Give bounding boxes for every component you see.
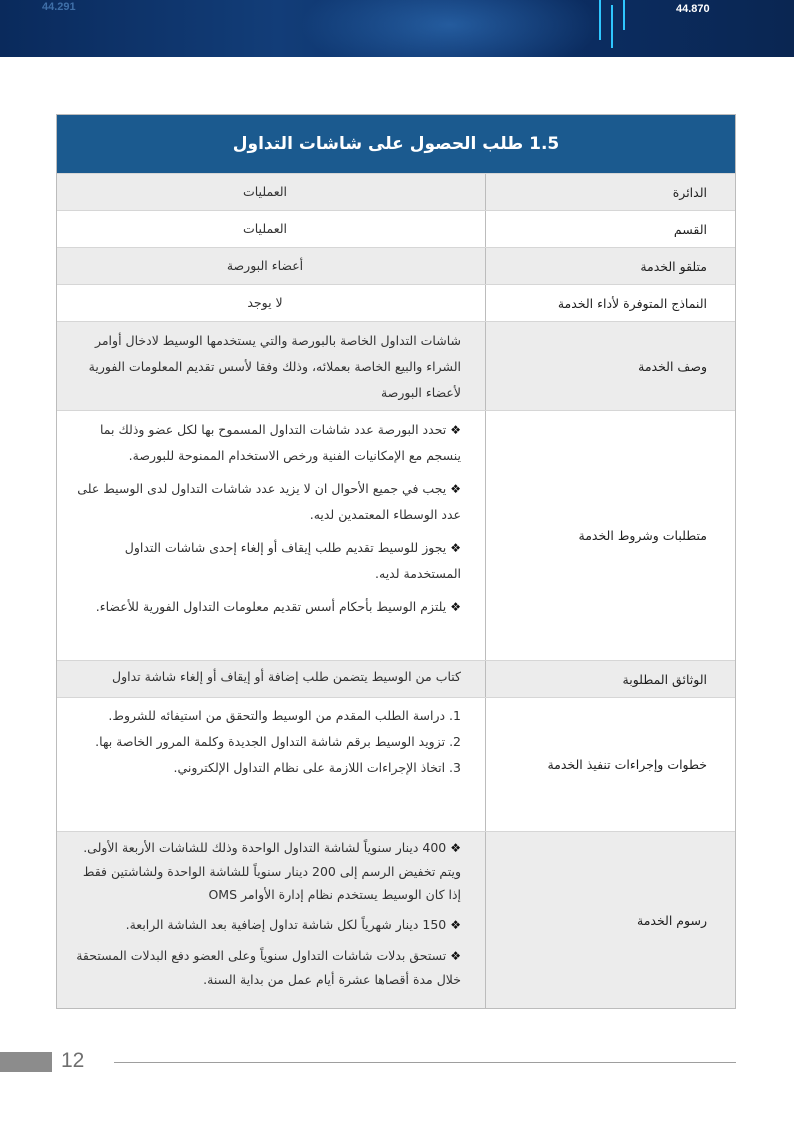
row-value: [57, 832, 485, 1008]
bullet-item: ❖ يجب في جميع الأحوال ان لا يزيد عدد شاشات التداول لدى الوسيط على عدد الوسطاء المعتمدين لديه.: [77, 481, 461, 522]
row-label: الدائرة: [485, 174, 735, 210]
row-value: العمليات: [242, 184, 288, 199]
diamond-bullet-icon: ❖: [450, 918, 461, 932]
table-row: [57, 660, 735, 697]
row-value: لا يوجد: [247, 295, 283, 310]
row-value: أعضاء البورصة: [226, 258, 304, 273]
bullet-item: ❖ 150 دينار شهرياً لكل شاشة تداول إضافية بعد الشاشة الرابعة.: [125, 917, 461, 932]
bullet-item: ❖ يجوز للوسيط تقديم طلب إيقاف أو إلغاء إحدى شاشات التداول المستخدمة لديه.: [124, 540, 461, 581]
banner-chart-graphic: [560, 0, 760, 57]
table-row: [57, 247, 735, 284]
row-value: العمليات: [242, 221, 288, 236]
diamond-bullet-icon: ❖: [450, 841, 461, 855]
row-label: القسم: [485, 211, 735, 247]
page-number: 12: [61, 1049, 85, 1072]
footer-tab: [0, 1052, 52, 1072]
table-row: [57, 284, 735, 321]
row-value: شاشات التداول الخاصة بالبورصة والتي يستخدمها الوسيط لادخال أوامر الشراء والبيع الخاصة بعملائه، وذلك وفقا لأسس تقديم المعلومات الفورية لأعضاء البورصة: [88, 333, 461, 400]
banner-number-left: 44.291: [42, 1, 76, 13]
row-label: النماذج المتوفرة لأداء الخدمة: [485, 285, 735, 321]
table-row: [57, 173, 735, 210]
row-label: الوثائق المطلوبة: [485, 661, 735, 697]
diamond-bullet-icon: ❖: [450, 423, 461, 437]
step-item: 3. اتخاذ الإجراءات اللازمة على نظام التداول الإلكتروني.: [173, 760, 461, 775]
table-row: [57, 697, 735, 831]
bullet-item: ❖ يلتزم الوسيط بأحكام أسس تقديم معلومات التداول الفورية للأعضاء.: [95, 599, 461, 614]
table-title: 1.5 طلب الحصول على شاشات التداول: [57, 115, 735, 173]
banner-glow: [300, 0, 600, 57]
step-item: 2. تزويد الوسيط برقم شاشة التداول الجديدة وكلمة المرور الخاصة بها.: [95, 734, 461, 749]
bullet-item: ❖ تحدد البورصة عدد شاشات التداول المسموح بها لكل عضو وذلك بما ينسجم مع الإمكانيات الفنية ورخص الاستخدام الممنوحة للبورصة.: [99, 422, 461, 463]
row-value: [57, 698, 485, 831]
diamond-bullet-icon: ❖: [450, 949, 461, 963]
row-label: رسوم الخدمة: [485, 832, 735, 1008]
header-banner: [0, 0, 794, 57]
bullet-item: ❖ تستحق بدلات شاشات التداول سنوياً وعلى العضو دفع البدلات المستحقة خلال مدة أقصاها عشرة أيام عمل من بداية السنة.: [76, 948, 461, 987]
diamond-bullet-icon: ❖: [450, 541, 461, 555]
step-item: 1. دراسة الطلب المقدم من الوسيط والتحقق من استيفائه للشروط.: [108, 708, 461, 723]
table-row: [57, 831, 735, 1008]
row-label: متلقو الخدمة: [485, 248, 735, 284]
table-row: [57, 410, 735, 660]
footer-divider: [114, 1062, 736, 1063]
row-value: [57, 411, 485, 660]
service-table: [56, 114, 736, 1009]
row-value: كتاب من الوسيط يتضمن طلب إضافة أو إيقاف أو إلغاء شاشة تداول: [112, 669, 461, 684]
table-row: [57, 321, 735, 410]
diamond-bullet-icon: ❖: [450, 482, 461, 496]
row-label: خطوات وإجراءات تنفيذ الخدمة: [485, 698, 735, 831]
banner-number-right: 44.870: [676, 3, 710, 15]
table-row: [57, 210, 735, 247]
bullet-item: ❖ 400 دينار سنوياً لشاشة التداول الواحدة وذلك للشاشات الأربعة الأولى. ويتم تخفيض الرسم إلى 200 دينار سنوياً للشاشة الواحدة ولشاشتين فقط إذا كان الوسيط يستخدم نظام إدارة الأوامر OMS: [82, 840, 461, 902]
row-label: وصف الخدمة: [485, 322, 735, 410]
diamond-bullet-icon: ❖: [450, 600, 461, 614]
row-label: متطلبات وشروط الخدمة: [485, 411, 735, 660]
